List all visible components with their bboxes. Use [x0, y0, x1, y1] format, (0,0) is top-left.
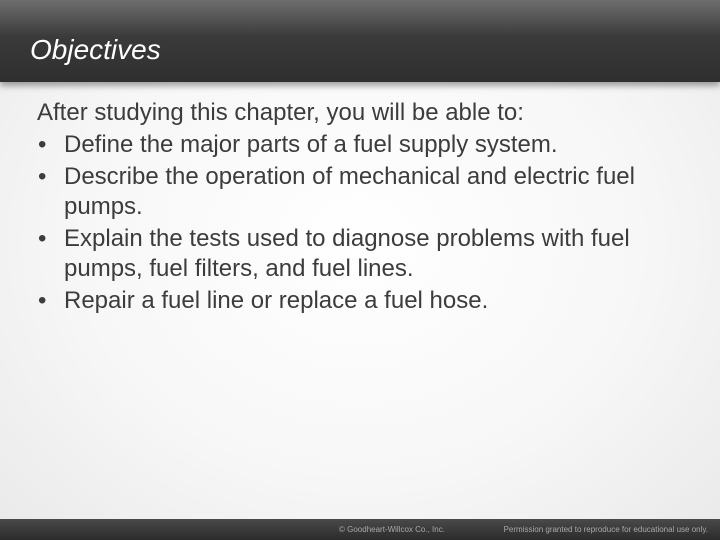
objective-text: Define the major parts of a fuel supply system. — [64, 131, 558, 158]
list-item — [37, 286, 697, 316]
list-item — [37, 224, 697, 284]
intro-text: After studying this chapter, you will be able to: — [37, 99, 524, 126]
bullet-icon: • — [38, 225, 47, 252]
slide-body — [37, 98, 697, 318]
bullet-icon: • — [38, 287, 47, 314]
footer-bar — [0, 519, 720, 540]
list-item — [37, 130, 697, 160]
title-bar — [0, 0, 720, 82]
slide-title: Objectives — [30, 34, 161, 65]
objective-text: Repair a fuel line or replace a fuel hose. — [64, 287, 489, 314]
permission-notice: Permission granted to reproduce for educational use only. — [503, 525, 708, 534]
objective-text: Describe the operation of mechanical and electric fuel pumps. — [64, 163, 635, 220]
objectives-list — [37, 130, 697, 316]
bullet-icon: • — [38, 163, 47, 190]
objective-text: Explain the tests used to diagnose problems with fuel pumps, fuel filters, and fuel lines. — [64, 225, 630, 282]
copyright-notice: © Goodheart-Willcox Co., Inc. — [339, 525, 445, 534]
list-item — [37, 162, 697, 222]
bullet-icon: • — [38, 131, 47, 158]
